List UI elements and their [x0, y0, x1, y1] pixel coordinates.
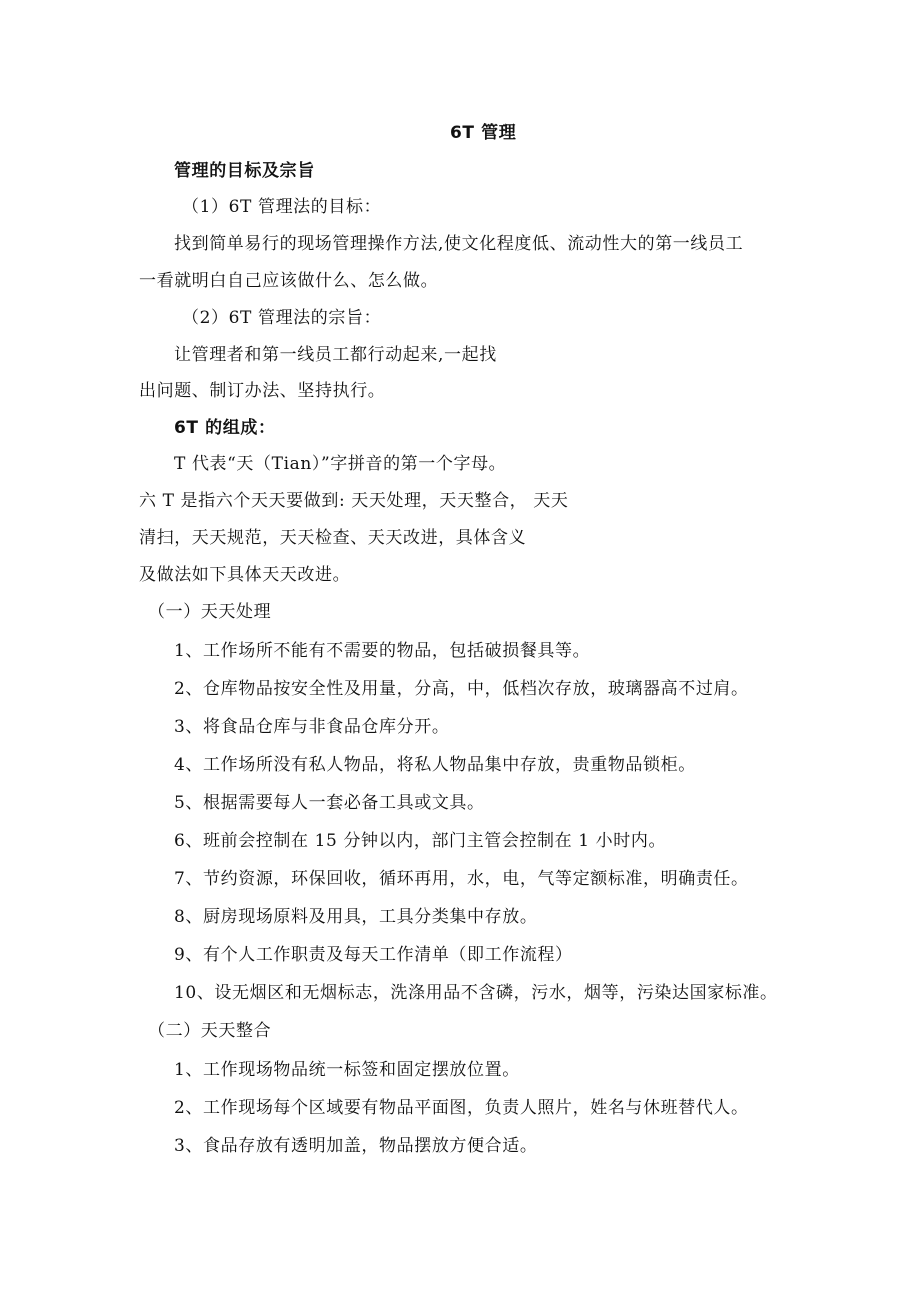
list-item: 3、将食品仓库与非食品仓库分开。: [174, 717, 450, 737]
goal-text-line2: 一看就明白自己应该做什么、怎么做。: [139, 271, 439, 291]
composition-line2: 六 T 是指六个天天要做到: 天天处理，天天整合， 天天: [139, 491, 569, 511]
list-item: 7、节约资源，环保回收，循环再用，水，电，气等定额标准，明确责任。: [174, 869, 749, 889]
list-item: 4、工作场所没有私人物品，将私人物品集中存放，贵重物品锁柜。: [174, 755, 696, 775]
list-item: 5、根据需要每人一套必备工具或文具。: [174, 793, 485, 813]
list-item: 3、食品存放有透明加盖，物品摆放方便合适。: [174, 1136, 538, 1156]
list-item: 9、有个人工作职责及每天工作清单（即工作流程）: [174, 945, 573, 965]
composition-line3: 清扫，天天规范，天天检查、天天改进，具体含义: [139, 528, 527, 548]
list-item: 1、工作现场物品统一标签和固定摆放位置。: [174, 1060, 520, 1080]
purpose-label: （2）6T 管理法的宗旨：: [182, 308, 382, 328]
purpose-text-line1: 让管理者和第一线员工都行动起来,一起找: [174, 345, 497, 365]
composition-line4: 及做法如下具体天天改进。: [139, 565, 351, 585]
section-goals-heading: 管理的目标及宗旨: [174, 161, 315, 181]
section2-heading: （二）天天整合: [148, 1021, 272, 1041]
goal-text-line1: 找到简单易行的现场管理操作方法,使文化程度低、流动性大的第一线员工: [174, 234, 744, 254]
purpose-text-line2: 出问题、制订办法、坚持执行。: [139, 381, 386, 401]
list-item: 1、工作场所不能有不需要的物品，包括破损餐具等。: [174, 641, 591, 661]
list-item: 2、仓库物品按安全性及用量，分高，中，低档次存放，玻璃器高不过肩。: [174, 679, 749, 699]
composition-line1: T 代表“天（Tian）”字拼音的第一个字母。: [174, 454, 507, 474]
list-item: 2、工作现场每个区域要有物品平面图，负责人照片，姓名与休班替代人。: [174, 1098, 749, 1118]
section1-heading: （一）天天处理: [148, 602, 272, 622]
composition-heading: 6T 的组成：: [174, 418, 276, 438]
list-item: 8、厨房现场原料及用具，工具分类集中存放。: [174, 907, 538, 927]
goal-label: （1）6T 管理法的目标：: [182, 197, 382, 217]
list-item: 10、设无烟区和无烟标志，洗涤用品不含磷，污水，烟等，污染达国家标准。: [174, 983, 778, 1003]
document-title: 6T 管理: [450, 123, 517, 143]
list-item: 6、班前会控制在 15 分钟以内，部门主管会控制在 1 小时内。: [174, 831, 667, 851]
